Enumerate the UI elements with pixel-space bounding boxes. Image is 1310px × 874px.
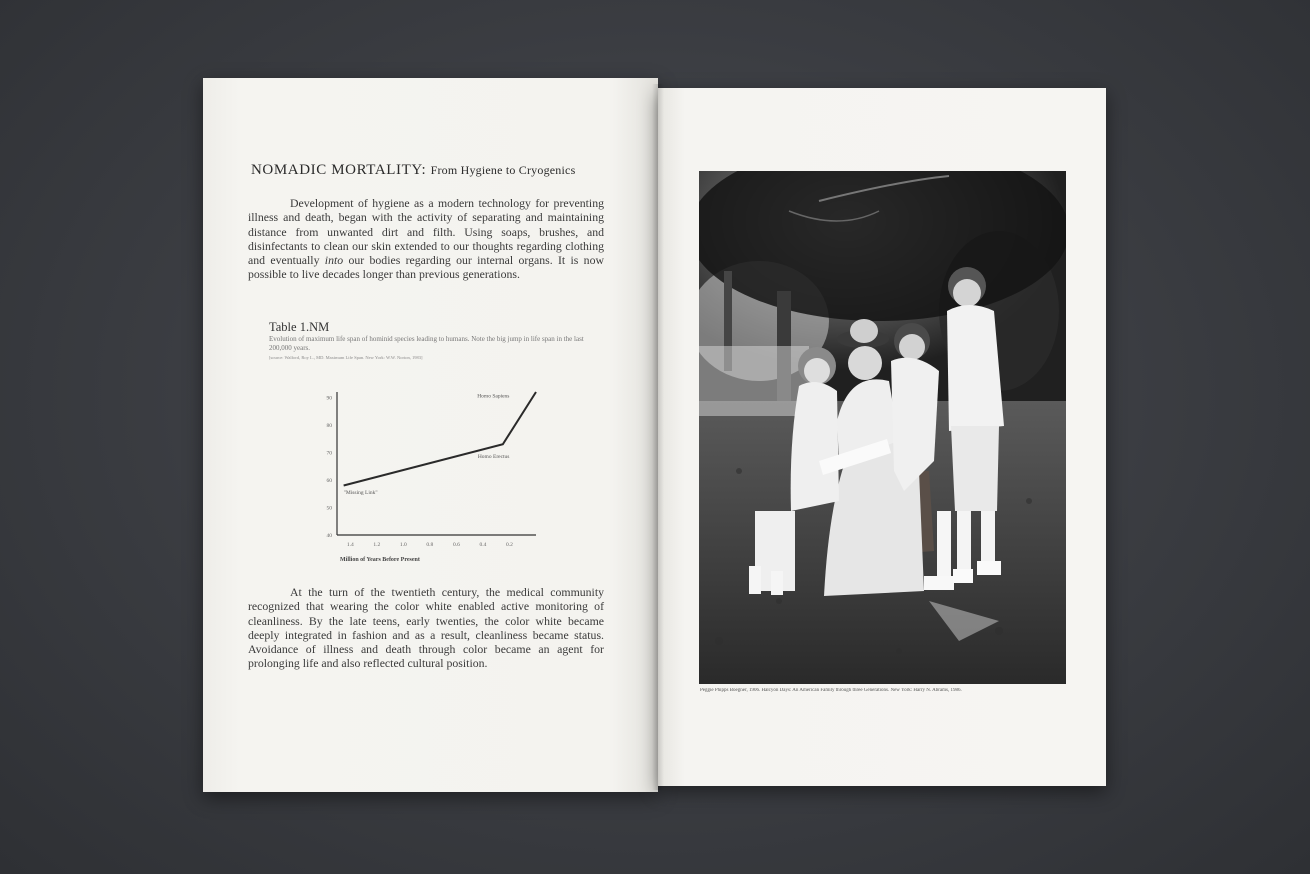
chart-x-tick-label: 1.2 <box>373 542 381 548</box>
paragraph-1-part-a: Development of hygiene as a modern technology for preventing illness and death, began with the activity of separating and maintaining distance from unwanted dirt and filth. Using soaps, brushes, and disinfectants to clean our skin extended to our thoughts regarding clothing and eventually <box>248 196 604 268</box>
chart-y-tick-label: 40 <box>326 533 332 539</box>
photo-caption: Peggie Phipps Boegner, 1906. Halcyon Days: An American Family through three Generations. New York: Harry N. Abrams, 1986. <box>700 688 962 693</box>
chart-y-tick-label: 80 <box>326 423 332 429</box>
chart-y-tick-label: 60 <box>326 478 332 484</box>
chart-y-tick-label: 90 <box>326 395 332 402</box>
chart-x-tick-label: 0.6 <box>452 542 460 548</box>
table-caption: Evolution of maximum life span of hominid species leading to humans. Note the big jump in life span in the last 200,000 years. <box>269 335 584 352</box>
chart-x-tick-label: 0.8 <box>426 542 434 548</box>
family-photograph <box>699 171 1066 684</box>
chart-x-tick-label: 0.4 <box>479 542 487 548</box>
chart-x-tick-label: 1.0 <box>399 542 407 548</box>
title-main: NOMADIC MORTALITY: <box>251 162 427 178</box>
paragraph-1-part-b: our bodies regarding our internal organs. It is now possible to live decades longer than previous generations. <box>248 253 604 282</box>
chart-series-line <box>344 392 536 486</box>
chart-y-tick-label: 50 <box>326 505 332 512</box>
table-source: [source: Walford, Roy L., MD. Maximum Life Span. New York: W.W. Norton, 1983] <box>269 355 423 360</box>
chart-x-axis-label: Million of Years Before Present <box>340 557 420 563</box>
paragraph-hygiene <box>248 196 604 282</box>
chart-annotation: "Missing Link" <box>343 489 378 496</box>
paragraph-2-text: At the turn of the twentieth century, the medical community recognized that wearing the color white enabled active monitoring of cleanliness. By the late teens, early twenties, the color white became deeply integrated in fashion and as a result, cleanliness became status. Avoidance of illness and death through color became an agent for prolonging life and also reflected cultural position. <box>248 585 604 671</box>
chart-x-tick-label: 0.2 <box>506 542 513 548</box>
title-subtitle: From Hygiene to Cryogenics <box>430 163 576 177</box>
chart-x-tick-label: 1.4 <box>346 542 354 548</box>
photo-illustration <box>699 171 1066 684</box>
chart-annotation: Homo Sapiens <box>477 393 510 400</box>
paragraph-white-color <box>248 585 604 671</box>
paragraph-1-emphasis: into <box>324 253 344 268</box>
book-gutter <box>652 84 664 790</box>
lifespan-chart <box>300 380 550 560</box>
chart-annotation: Homo Erectus <box>477 454 510 460</box>
chart-y-tick-label: 70 <box>326 450 332 457</box>
table-title: Table 1.NM <box>269 320 330 334</box>
page-title <box>251 162 611 179</box>
